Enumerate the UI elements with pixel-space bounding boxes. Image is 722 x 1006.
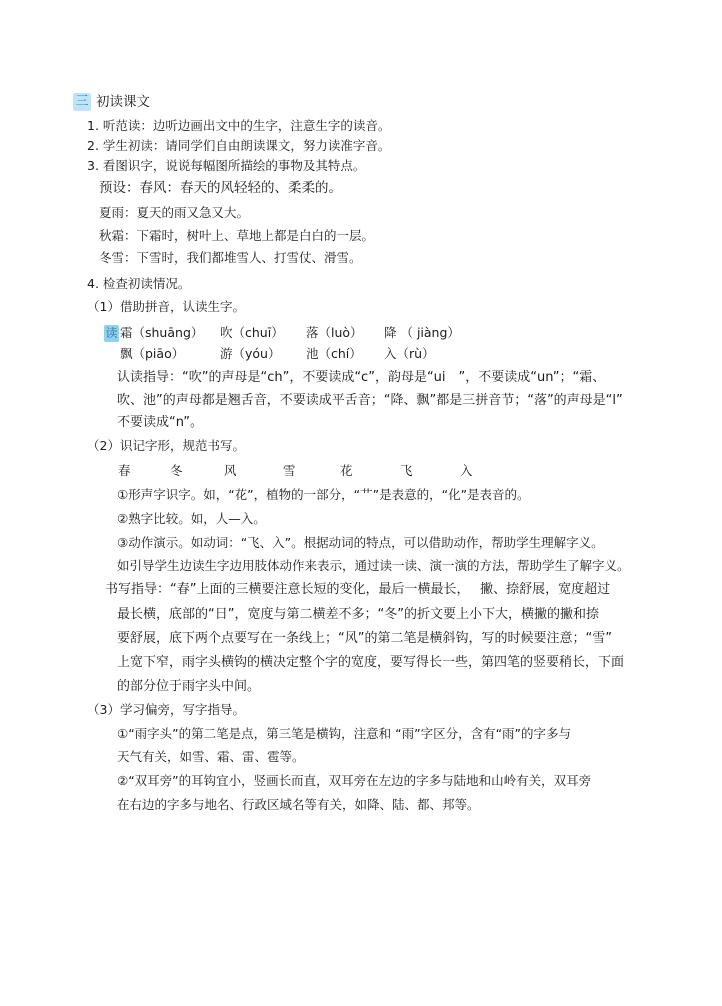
writing-guide-line4: 上宽下窄，雨字头横钩的横决定整个字的宽度，要写得长一些，第四笔的竖要稍长，下面 <box>117 655 625 670</box>
preset-autumn: 秋霜：下霜时，树叶上、草地上都是白白的一层。 <box>99 228 375 243</box>
writing-guide-line5: 的部分位于雨字头中间。 <box>117 679 261 694</box>
writing-guide-line3: 要舒展，底下两个点要写在一条线上；“风”的第二笔是横斜钩，写的时候要注意；“雪” <box>117 631 612 646</box>
pinyin-luo: 落（luò） <box>306 325 363 340</box>
step-3: 3. 看图识字，说说每幅图所描绘的事物及其特点。 <box>87 158 366 173</box>
method-1: ①形声字识字。如，“花”，植物的一部分，“艹”是表意的，“化”是表音的。 <box>117 487 530 502</box>
pinyin-chi: 池（chí） <box>306 346 362 361</box>
radical-1: ①“雨字头”的第二笔是点，第三笔是横钩，注意和 “雨”字区分，含有“雨”的字多与 <box>117 726 572 741</box>
radical-2: ②“双耳旁”的耳钩宜小，竖画长而直，双耳旁在左边的字多与陆地和山岭有关，双耳旁 <box>117 773 592 788</box>
write-char-chun: 春 <box>118 463 131 478</box>
pinyin-shuang: 霜（shuāng） <box>120 325 204 340</box>
preset-winter: 冬雪：下雪时，我们都堆雪人、打雪仗、滑雪。 <box>99 250 362 265</box>
step-2: 2. 学生初读：请同学们自由朗读课文，努力读准字音。 <box>87 138 391 153</box>
pinyin-jiang: 降 （ jiàng） <box>384 325 460 340</box>
read-tag-icon: 读 <box>105 326 118 340</box>
pinyin-ru: 入（rù） <box>384 346 435 361</box>
section-number-badge: 三 <box>73 93 91 111</box>
pinyin-piao: 飘（piāo） <box>120 346 185 361</box>
reading-guide-line3: 不要读成“n”。 <box>117 415 203 430</box>
preset-summer: 夏雨：夏天的雨又急又大。 <box>99 205 250 220</box>
method-3: ③动作演示。如动词：“飞、入”。根据动词的特点，可以借助动作，帮助学生理解字义。 <box>117 535 604 550</box>
method-3-cont: 如引导学生边读生字边用肢体动作来表示，通过读一读、演一演的方法，帮助学生了解字义。 <box>117 558 630 573</box>
method-2: ②熟字比较。如，人—入。 <box>117 511 266 526</box>
part1-heading: （1）借助拼音，认读生字。 <box>87 299 245 314</box>
preset-spring: 预设：春风：春天的风轻轻的、柔柔的。 <box>99 180 342 196</box>
pinyin-you: 游（yóu） <box>220 346 281 361</box>
step-1: 1. 听范读：边听边画出文中的生字，注意生字的读音。 <box>87 118 391 133</box>
section-title: 初读课文 <box>96 94 150 110</box>
write-char-hua: 花 <box>340 463 353 478</box>
part2-heading: （2）识记字形，规范书写。 <box>87 438 245 453</box>
reading-guide-line1: 认读指导：“吹”的声母是“ch”，不要读成“c”，韵母是“ui ”，不要读成“un”；“霜、 <box>117 370 606 385</box>
write-char-ru: 入 <box>460 463 473 478</box>
write-char-dong: 冬 <box>170 463 183 478</box>
write-char-feng: 风 <box>224 463 237 478</box>
write-char-xue: 雪 <box>283 463 296 478</box>
part3-heading: （3）学习偏旁，写字指导。 <box>87 702 245 717</box>
radical-1-cont: 天气有关，如雪、霜、雷、雹等。 <box>117 749 305 764</box>
writing-guide-line2: 最长横，底部的“日”，宽度与第二横差不多；“冬”的折文要上小下大，横撇的撇和捺 <box>117 607 599 622</box>
step-4: 4. 检查初读情况。 <box>87 276 191 291</box>
pinyin-chui: 吹（chuī） <box>220 325 284 340</box>
writing-guide-line1: 书写指导：“春”上面的三横要注意长短的变化，最后一横最长， 撇、捺舒展，宽度超过 <box>105 582 611 597</box>
radical-2-cont: 在右边的字多与地名、行政区域名等有关，如降、陆、都、邦等。 <box>117 797 480 812</box>
write-char-fei: 飞 <box>400 463 413 478</box>
reading-guide-line2: 吹、池”的声母都是翘舌音，不要读成平舌音；“降、飘”都是三拼音节；“落”的声母是“l” <box>117 393 623 408</box>
